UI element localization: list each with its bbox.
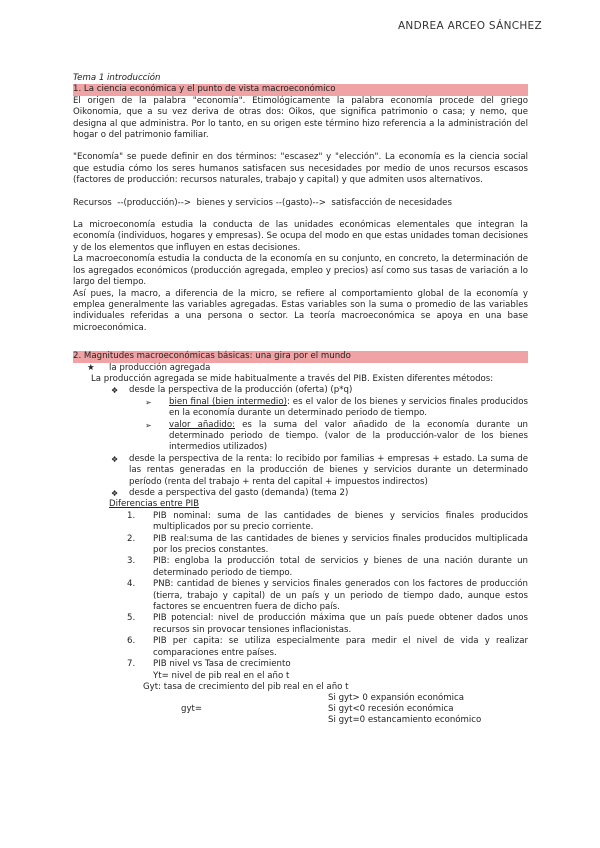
- list-item: 2. PIB real:suma de las cantidades de bienes y servicios finales producidos multiplicada por los precios constantes.: [127, 533, 528, 556]
- gyt-label: gyt=: [181, 704, 203, 715]
- method-income: ❖ desde la perspectiva de la renta: lo recibido por familias + empresas + estado. La suma de las rentas generadas en la producción de bienes y servicios durante un determinado período (renta del trabajo + renta del capital + impuestos indirectos): [111, 453, 528, 487]
- document-body: [73, 73, 528, 729]
- star-icon: ★: [87, 362, 95, 373]
- list-item: 7. PIB nivel vs Tasa de crecimiento: [127, 659, 291, 670]
- topic-title: Tema 1 introducción: [73, 73, 161, 83]
- method-expenditure: ❖ desde a perspectiva del gasto (demanda) (tema 2): [111, 488, 349, 498]
- list-item: 5. PIB potencial: nivel de producción máxima que un país puede obtener dados unos recursos sin provocar tensiones inflacionistas.: [127, 613, 528, 635]
- case-recession: Si gyt<0 recesión económica: [328, 704, 454, 715]
- paragraph-definition: "Economía" se puede definir en dos términos: "escasez" y "elección". La economía es la ciencia social que estudia cómo los seres humanos satisfacen sus necesidades por medio de unos recursos escasos (factores de producción: recursos naturales, trabajo y capital) y que admiten usos alternativos.: [73, 152, 528, 186]
- paragraph-origin: El origen de la palabra "economía". Etimológicamente la palabra economía procede del griego Oikonomia, que a su vez deriva de otras dos: Oikos, que significa patrimonio o casa; y nemo, que designa al que administra. Por lo tanto, en su origen este término hizo referencia a la administración del hogar o del patrimonio familiar.: [73, 95, 528, 141]
- term-value-added: valor añadido:: [169, 419, 236, 430]
- resource-flow: Recursos --(producción)--> bienes y servicios --(gasto)--> satisfacción de necesidades: [73, 197, 452, 208]
- method-final-good: ➢ bien final (bien intermedio): es el valor de los bienes y servicios finales producidos en la economía durante un determinado periodo de tiempo.: [145, 396, 528, 419]
- paragraph-pib-intro: La producción agregada se mide habitualmente a través del PIB. Existen diferentes métodos:: [91, 373, 494, 384]
- differences-title: Diferencias entre PIB: [109, 499, 200, 510]
- paragraph-macro: La macroeconomía estudia la conducta de la economía en su conjunto, en concreto, la determinación de los agregados económicos (producción agregada, empleo y precios) así como sus tasas de variación a lo largo del tiempo.: [73, 254, 528, 288]
- diamond-bullet-icon: ❖: [111, 489, 119, 498]
- section-1-heading: 1. La ciencia económica y el punto de vista macroeconómico: [73, 84, 528, 95]
- term-final-good: bien final (bien intermedio): [169, 396, 287, 407]
- arrowhead-bullet-icon: ➢: [145, 397, 152, 407]
- case-stagnation: Si gyt=0 estancamiento económico: [328, 715, 482, 726]
- growth-cases: [73, 693, 528, 729]
- yt-definition: Yt= nivel de pib real en el año t: [153, 670, 290, 681]
- gyt-definition: Gyt: tasa de crecimiento del pib real en el año t: [143, 681, 349, 692]
- diamond-bullet-icon: ❖: [111, 454, 119, 464]
- diamond-bullet-icon: ❖: [111, 386, 119, 396]
- bullet-aggregate-production: ★ la producción agregada: [87, 362, 211, 373]
- paragraph-difference: Así pues, la macro, a diferencia de la micro, se refiere al comportamiento global de la economía y emplea generalmente las variables agregadas. Estas variables son la suma o promedio de las variables individuales referidas a una persona o sector. La teoría macroeconómica se apoya en una base microeconómica.: [73, 288, 528, 333]
- pib-differences-list: [73, 511, 528, 671]
- method-value-added: ➢ valor añadido: es la suma del valor añadido de la economía durante un determinado periodo de tiempo. (valor de la producción-valor de los bienes intermedios utilizados): [145, 419, 528, 453]
- method-production: ❖ desde la perspectiva de la producción (oferta) (p*q): [111, 385, 353, 396]
- list-item: 3. PIB: engloba la producción total de servicios y bienes de una nación durante un determinado periodo de tiempo.: [127, 556, 528, 578]
- list-item: 1. PIB nominal: suma de las cantidades de bienes y servicios finales producidos multiplicados por su precio corriente.: [127, 510, 528, 533]
- section-2-heading: 2. Magnitudes macroeconómicas básicas: una gira por el mundo: [73, 351, 528, 362]
- paragraph-micro: La microeconomía estudia la conducta de las unidades económicas elementales que integran la economía (individuos, hogares y empresas). Se ocupa del modo en que estas unidades toman decisiones y de los elementos que influyen en estas decisiones.: [73, 220, 528, 253]
- case-expansion: Si gyt> 0 expansión económica: [328, 693, 465, 704]
- arrowhead-bullet-icon: ➢: [145, 420, 152, 430]
- list-item: 4. PNB: cantidad de bienes y servicios finales generados con los factores de producción (tierra, trabajo y capital) de un país y un periodo de tiempo dado, aunque estos factores se encuentren fuera de dicho país.: [127, 579, 528, 613]
- author-name: ANDREA ARCEO SÁNCHEZ: [397, 20, 542, 32]
- list-item: 6. PIB per capita: se utiliza especialmente para medir el nivel de vida y realizar comparaciones entre países.: [127, 636, 528, 658]
